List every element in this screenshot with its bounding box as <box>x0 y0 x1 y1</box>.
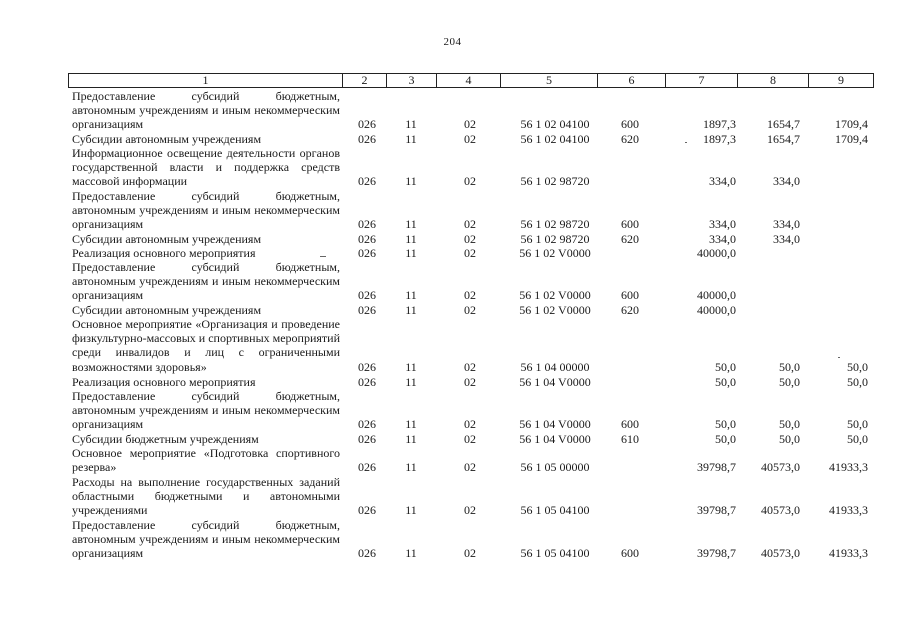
target-article-code: 56 1 02 V0000 <box>519 288 591 303</box>
subsection-code: 02 <box>464 132 476 146</box>
amount-year-2: 40573,0 <box>761 546 800 561</box>
section-code: 11 <box>405 117 417 132</box>
amount-year-1: 50,0 <box>715 417 736 432</box>
amount-year-3: 50,0 <box>847 359 868 374</box>
amount-year-1: 39798,7 <box>697 503 736 518</box>
section-code: 11 <box>405 375 417 389</box>
subsection-code: 02 <box>464 117 476 132</box>
amount-year-1: 40000,0 <box>697 288 736 303</box>
grbs-code: 026 <box>358 217 376 232</box>
target-article-code: 56 1 02 V0000 <box>519 303 591 317</box>
expense-type-code: 600 <box>621 417 639 432</box>
amount-year-2: 50,0 <box>779 432 800 446</box>
grbs-code: 026 <box>358 460 376 475</box>
grbs-code: 026 <box>358 246 376 260</box>
expense-type-code: 620 <box>621 132 639 146</box>
row-name: Предоставление субсидий бюджетным, автономным учреждениям и иным некоммерческим организациям <box>72 518 340 561</box>
amount-year-1: 334,0 <box>709 174 736 189</box>
row-name: Субсидии бюджетным учреждениям <box>72 432 259 446</box>
header-col-6: 6 <box>597 74 665 87</box>
grbs-code: 026 <box>358 303 376 317</box>
section-code: 11 <box>405 460 417 475</box>
subsection-code: 02 <box>464 503 476 518</box>
target-article-code: 56 1 05 04100 <box>520 503 590 518</box>
amount-year-1: 1897,3 <box>703 117 736 132</box>
target-article-code: 56 1 04 V0000 <box>519 375 591 389</box>
target-article-code: 56 1 04 V0000 <box>519 417 591 432</box>
amount-year-3: 50,0 <box>847 417 868 432</box>
amount-year-1: 50,0 <box>715 359 736 374</box>
grbs-code: 026 <box>358 174 376 189</box>
row-name: Субсидии автономным учреждениям <box>72 303 262 317</box>
expense-type-code <box>610 503 650 517</box>
table-row <box>0 146 905 189</box>
table-row <box>0 389 905 432</box>
section-code: 11 <box>405 174 417 189</box>
row-name: Субсидии автономным учреждениям <box>72 132 262 146</box>
amount-year-3: 50,0 <box>847 432 868 446</box>
subsection-code: 02 <box>464 359 476 374</box>
table-row <box>0 89 905 132</box>
section-code: 11 <box>405 246 417 260</box>
section-code: 11 <box>405 303 417 317</box>
row-name: Реализация основного мероприятия <box>72 375 256 389</box>
subsection-code: 02 <box>464 246 476 260</box>
table-row <box>0 260 905 303</box>
table-header-row <box>68 73 874 88</box>
amount-year-3 <box>804 217 868 231</box>
expense-type-code <box>610 375 650 389</box>
amount-year-1: 334,0 <box>709 232 736 246</box>
amount-year-1: 334,0 <box>709 217 736 232</box>
header-col-4: 4 <box>436 74 500 87</box>
target-article-code: 56 1 02 04100 <box>520 132 590 146</box>
row-name: Основное мероприятие «Организация и проведение физкультурно-массовых и спортивных мероприятий среди инвалидов и лиц с ограниченными возможностями здоровья» <box>72 317 340 374</box>
amount-year-1: 50,0 <box>715 375 736 389</box>
header-col-9: 9 <box>808 74 873 87</box>
amount-year-1: 40000,0 <box>697 246 736 260</box>
target-article-code: 56 1 04 00000 <box>520 359 590 374</box>
expense-type-code: 600 <box>621 288 639 303</box>
grbs-code: 026 <box>358 417 376 432</box>
table-row <box>0 232 905 246</box>
table-row <box>0 189 905 232</box>
subsection-code: 02 <box>464 232 476 246</box>
target-article-code: 56 1 02 98720 <box>520 232 590 246</box>
target-article-code: 56 1 05 04100 <box>520 546 590 561</box>
amount-year-3: 1709,4 <box>835 117 868 132</box>
table-row <box>0 317 905 374</box>
expense-type-code <box>610 460 650 474</box>
amount-year-2: 334,0 <box>773 217 800 232</box>
grbs-code: 026 <box>358 546 376 561</box>
header-col-2: 2 <box>342 74 386 87</box>
expense-type-code: 600 <box>621 117 639 132</box>
amount-year-3 <box>804 246 868 260</box>
section-code: 11 <box>405 417 417 432</box>
subsection-code: 02 <box>464 303 476 317</box>
row-name: Субсидии автономным учреждениям <box>72 232 262 246</box>
target-article-code: 56 1 02 04100 <box>520 117 590 132</box>
amount-year-3: 1709,4 <box>835 132 868 146</box>
expense-type-code: 620 <box>621 303 639 317</box>
amount-year-2: 50,0 <box>779 359 800 374</box>
amount-year-3: 50,0 <box>847 375 868 389</box>
amount-year-2: 1654,7 <box>767 117 800 132</box>
row-name: Информационное освещение деятельности органов государственной власти и поддержка средств массовой информации <box>72 146 340 189</box>
subsection-code: 02 <box>464 288 476 303</box>
row-name: Предоставление субсидий бюджетным, автономным учреждениям и иным некоммерческим организациям <box>72 389 340 432</box>
amount-year-1: 40000,0 <box>697 303 736 317</box>
expense-type-code: 600 <box>621 217 639 232</box>
table-row <box>0 303 905 317</box>
amount-year-2: 50,0 <box>779 417 800 432</box>
expense-type-code: 610 <box>621 432 639 446</box>
header-col-5: 5 <box>500 74 597 87</box>
scan-mark <box>320 256 326 257</box>
subsection-code: 02 <box>464 174 476 189</box>
amount-year-1: 50,0 <box>715 432 736 446</box>
header-col-3: 3 <box>386 74 436 87</box>
table-row <box>0 475 905 518</box>
amount-year-3 <box>804 174 868 188</box>
amount-year-2 <box>736 246 800 260</box>
subsection-code: 02 <box>464 432 476 446</box>
expense-type-code <box>610 174 650 188</box>
table-row <box>0 446 905 474</box>
amount-year-2: 40573,0 <box>761 460 800 475</box>
section-code: 11 <box>405 359 417 374</box>
amount-year-2: 50,0 <box>779 375 800 389</box>
grbs-code: 026 <box>358 132 376 146</box>
header-col-8: 8 <box>737 74 808 87</box>
grbs-code: 026 <box>358 375 376 389</box>
target-article-code: 56 1 05 00000 <box>520 460 590 475</box>
section-code: 11 <box>405 232 417 246</box>
header-col-1: 1 <box>202 73 209 87</box>
subsection-code: 02 <box>464 417 476 432</box>
amount-year-1: 1897,3 <box>703 132 736 146</box>
amount-year-3: 41933,3 <box>829 460 868 475</box>
target-article-code: 56 1 02 V0000 <box>519 246 591 260</box>
amount-year-1: 39798,7 <box>697 460 736 475</box>
header-col-7: 7 <box>665 74 737 87</box>
table-row <box>0 375 905 389</box>
section-code: 11 <box>405 503 417 518</box>
section-code: 11 <box>405 132 417 146</box>
grbs-code: 026 <box>358 503 376 518</box>
page-number: 204 <box>443 36 462 48</box>
grbs-code: 026 <box>358 432 376 446</box>
section-code: 11 <box>405 546 417 561</box>
amount-year-3 <box>804 232 868 246</box>
subsection-code: 02 <box>464 217 476 232</box>
subsection-code: 02 <box>464 546 476 561</box>
grbs-code: 026 <box>358 232 376 246</box>
amount-year-2 <box>736 303 800 317</box>
row-name: Расходы на выполнение государственных заданий областными бюджетными и автономными учреждениями <box>72 475 340 518</box>
section-code: 11 <box>405 217 417 232</box>
row-name: Реализация основного мероприятия <box>72 246 256 260</box>
row-name: Основное мероприятие «Подготовка спортивного резерва» <box>72 446 340 475</box>
row-name: Предоставление субсидий бюджетным, автономным учреждениям и иным некоммерческим организациям <box>72 89 340 132</box>
expense-type-code: 600 <box>621 546 639 561</box>
amount-year-2: 334,0 <box>773 174 800 189</box>
row-name: Предоставление субсидий бюджетным, автономным учреждениям и иным некоммерческим организациям <box>72 260 340 303</box>
scan-mark <box>838 357 840 358</box>
table-row <box>0 432 905 446</box>
scan-mark <box>685 142 687 143</box>
target-article-code: 56 1 04 V0000 <box>519 432 591 446</box>
amount-year-2: 334,0 <box>773 232 800 246</box>
subsection-code: 02 <box>464 460 476 475</box>
table-row <box>0 132 905 146</box>
expense-type-code <box>610 360 650 374</box>
grbs-code: 026 <box>358 359 376 374</box>
section-code: 11 <box>405 288 417 303</box>
section-code: 11 <box>405 432 417 446</box>
amount-year-2 <box>736 288 800 302</box>
table-row <box>0 246 905 260</box>
amount-year-3: 41933,3 <box>829 546 868 561</box>
expense-type-code <box>610 246 650 260</box>
grbs-code: 026 <box>358 117 376 132</box>
amount-year-2: 1654,7 <box>767 132 800 146</box>
grbs-code: 026 <box>358 288 376 303</box>
amount-year-3 <box>804 288 868 302</box>
amount-year-3: 41933,3 <box>829 503 868 518</box>
expense-type-code: 620 <box>621 232 639 246</box>
table-row <box>0 518 905 561</box>
subsection-code: 02 <box>464 375 476 389</box>
row-name: Предоставление субсидий бюджетным, автономным учреждениям и иным некоммерческим организациям <box>72 189 340 232</box>
target-article-code: 56 1 02 98720 <box>520 174 590 189</box>
target-article-code: 56 1 02 98720 <box>520 217 590 232</box>
amount-year-3 <box>804 303 868 317</box>
amount-year-1: 39798,7 <box>697 546 736 561</box>
amount-year-2: 40573,0 <box>761 503 800 518</box>
